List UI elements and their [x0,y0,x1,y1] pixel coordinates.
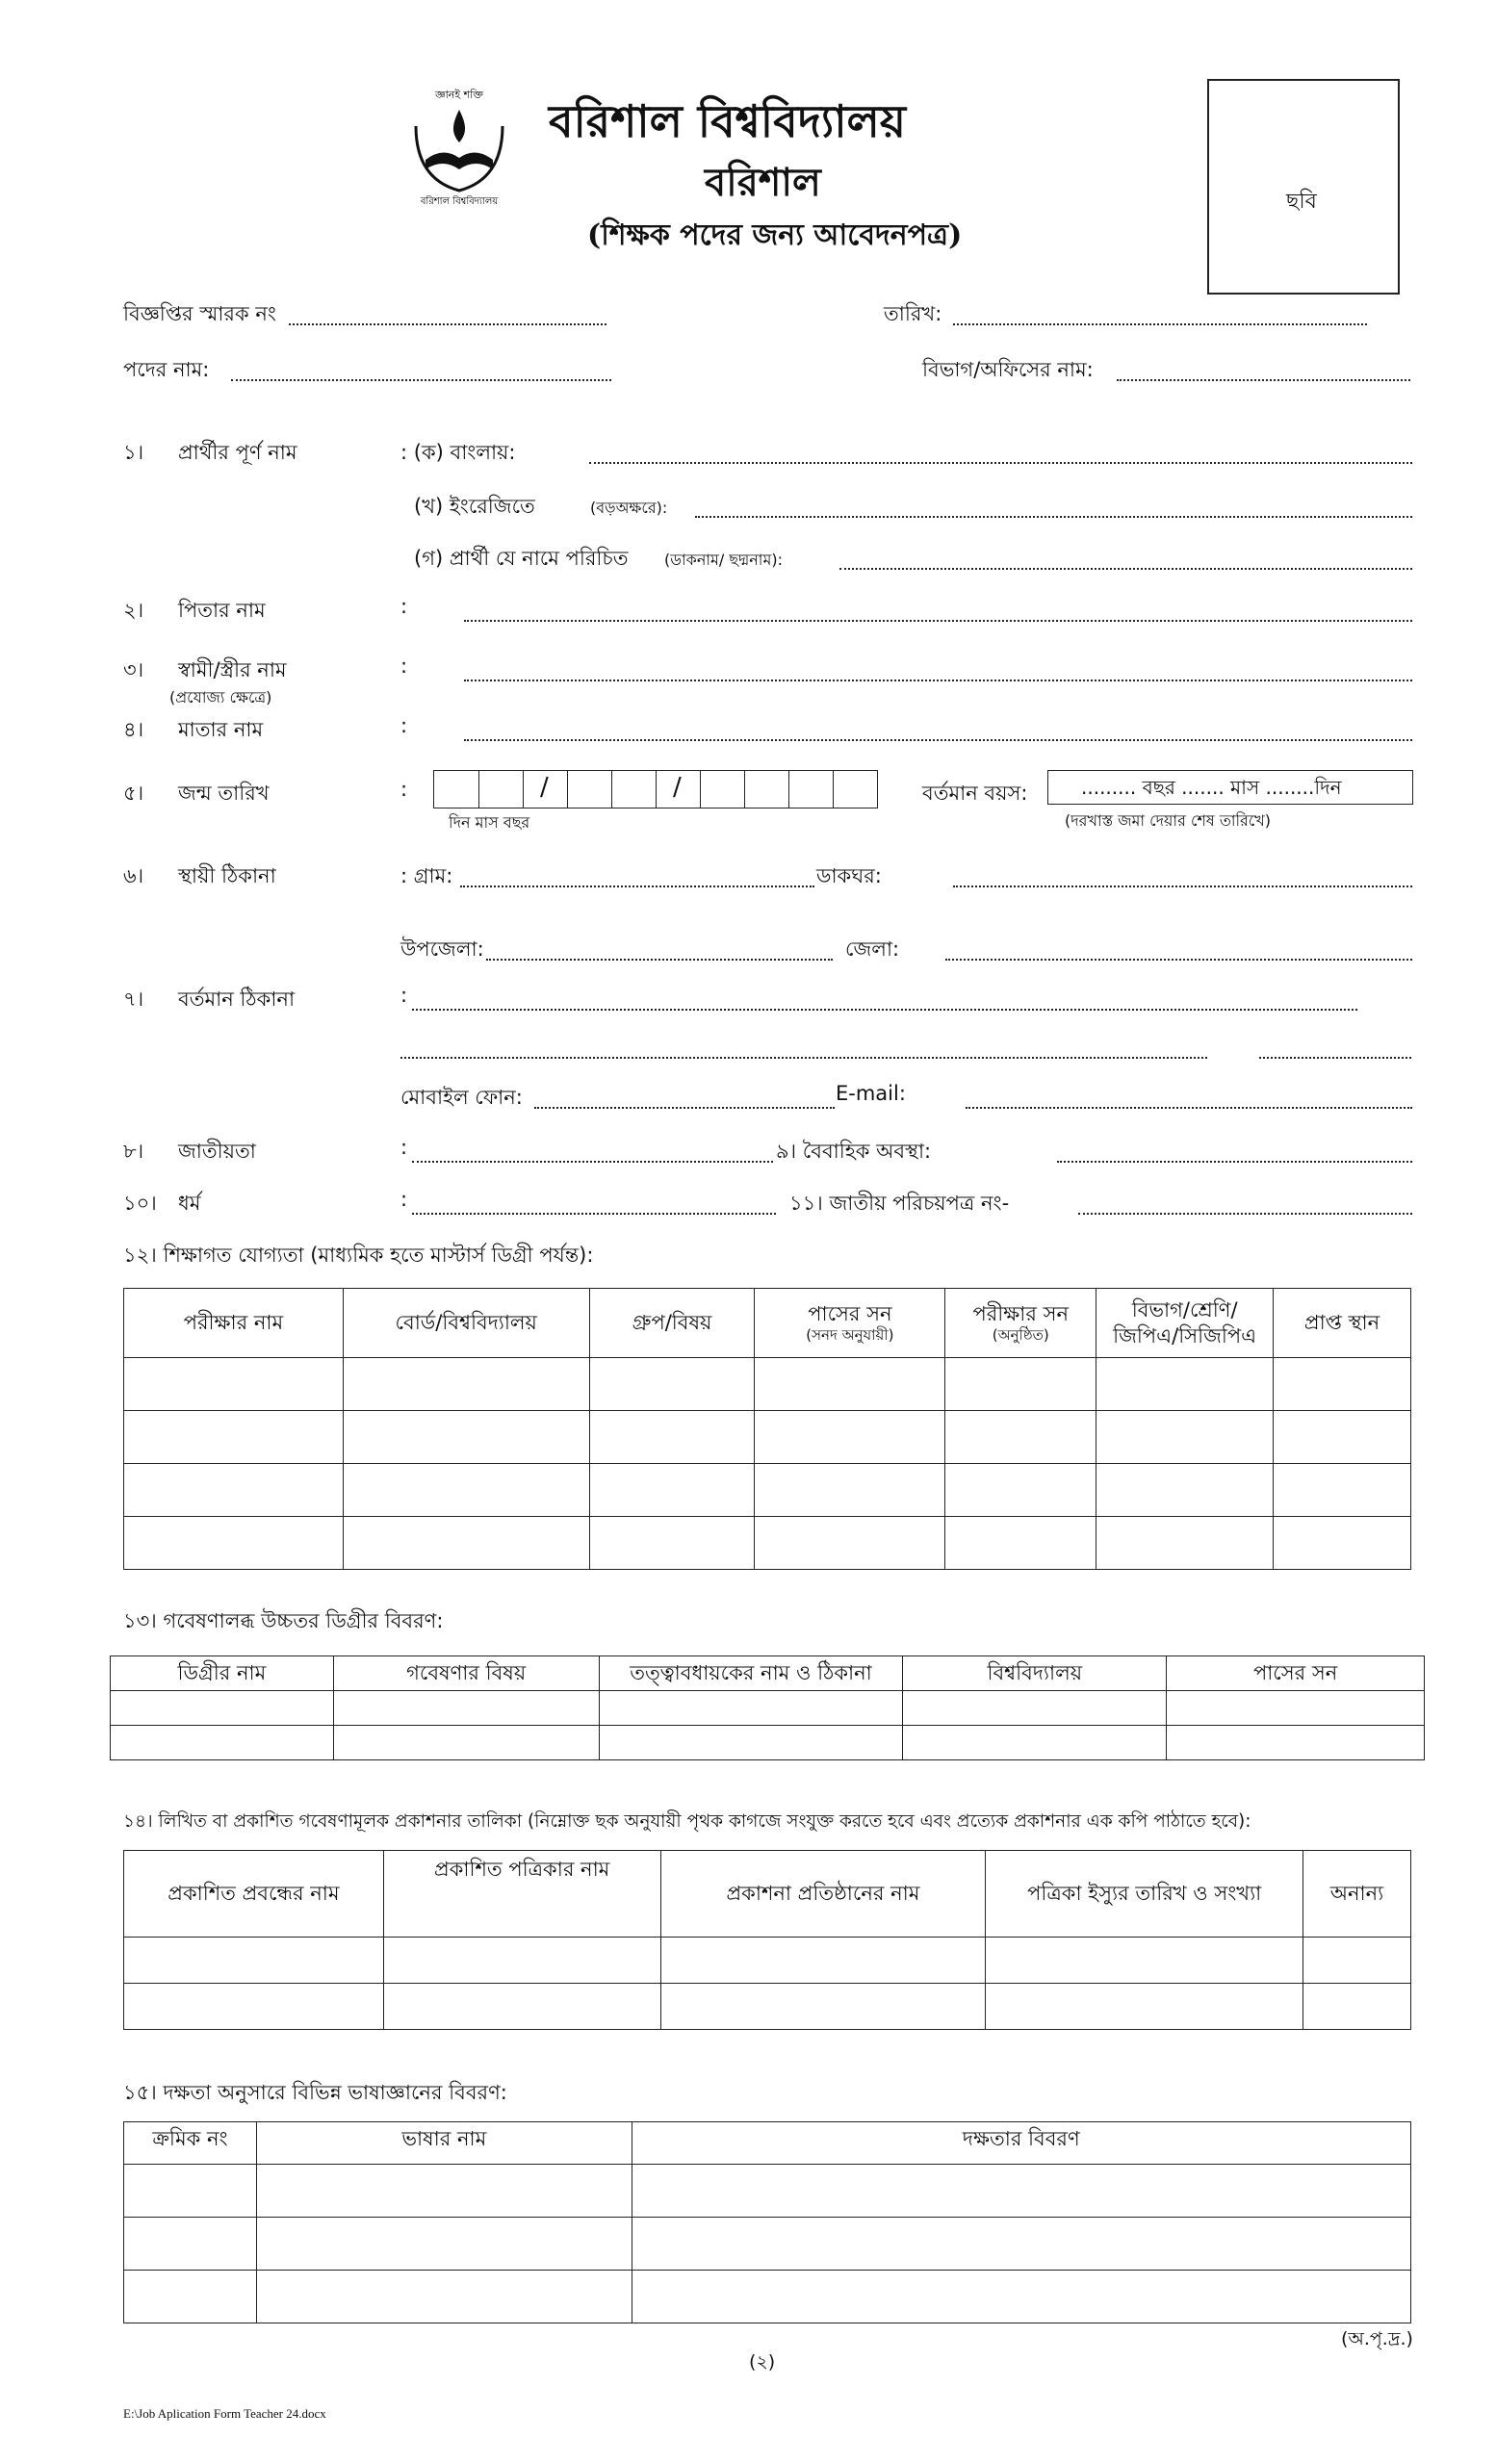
table-row[interactable] [111,1726,1425,1760]
f1-english-note: (বড়অক্ষরে): [590,499,668,517]
table-row[interactable] [124,1517,1411,1570]
f1-bangla-label: : (ক) বাংলায়: [400,441,516,464]
dept-label: বিভাগ/অফিসের নাম: [922,358,1094,381]
f2-number: ২। [123,599,144,622]
name-bangla-field[interactable] [589,462,1412,464]
section-14-heading: ১৪। লিখিত বা প্রকাশিত গবেষণামূলক প্রকাশনার তালিকা (নিম্নোক্ত ছক অনুযায়ী পৃথক কাগজে সংযুক্ত করতে হবে এবং প্রত্যেক প্রকাশনার এক কপি পাঠাতে হবে): [123,1811,1251,1832]
language-table [123,2121,1411,2323]
table-row[interactable] [124,1411,1411,1464]
name-english-field[interactable] [695,516,1412,518]
spouse-name-field[interactable] [464,680,1412,681]
f11-label: ১১। জাতীয় পরিচয়পত্র নং- [789,1192,1010,1215]
village-label: : গ্রাম: [400,864,453,887]
f5-label: জন্ম তারিখ [178,782,270,805]
f3-colon: : [400,654,408,678]
nickname-field[interactable] [839,568,1412,570]
f5-number: ৫। [123,782,144,805]
mobile-field[interactable] [534,1107,835,1109]
f4-colon: : [400,714,408,737]
section-13-heading: ১৩। গবেষণালব্ধ উচ্চতর ডিগ্রীর বিবরণ: [123,1609,444,1632]
dob-slash-2: / [673,773,682,802]
education-header-row [124,1289,1411,1358]
photo-label: ছবি [1286,190,1317,214]
nationality-field[interactable] [412,1161,773,1163]
table-row[interactable] [124,1358,1411,1411]
publications-col-issue-date: পত্রিকা ইস্যুর তারিখ ও সংখ্যা [986,1851,1303,1938]
table-row[interactable] [124,2271,1411,2323]
file-path: E:\Job Aplication Form Teacher 24.docx [123,2406,326,2421]
email-label: E-mail: [836,1082,906,1105]
dob-hint: দিন মাস বছর [449,813,530,832]
table-row[interactable] [124,1464,1411,1517]
language-header-row [124,2122,1411,2165]
present-address-line2b[interactable] [1259,1057,1411,1059]
f4-label: মাতার নাম [178,718,264,741]
post-office-field[interactable] [953,886,1412,887]
university-name: বরিশাল বিশ্ববিদ্যালয় [549,95,906,147]
section-15-heading: ১৫। দক্ষতা অনুসারে বিভিন্ন ভাষাজ্ঞানের বিবরণ: [123,2081,507,2104]
f2-label: পিতার নাম [178,599,266,622]
f7-label: বর্তমান ঠিকানা [178,988,296,1011]
f7-number: ৭। [123,988,144,1011]
post-field[interactable] [231,379,611,381]
f1-english-label: (খ) ইংরেজিতে [414,495,535,518]
form-title: (শিক্ষক পদের জন্য আবেদনপত্র) [587,218,963,252]
f8-number: ৮। [123,1140,144,1163]
publications-col-article: প্রকাশিত প্রবন্ধের নাম [124,1851,384,1938]
language-col-name: ভাষার নাম [256,2122,632,2165]
research-col-supervisor: তত্ত্বাবধায়কের নাম ও ঠিকানা [599,1656,903,1691]
research-degree-table [110,1656,1425,1760]
f6-label: স্থায়ী ঠিকানা [178,864,276,887]
research-col-pass-year: পাসের সন [1167,1656,1425,1691]
education-col-exam-year: পরীক্ষার সন (অনুষ্ঠিত) [945,1289,1096,1358]
university-logo [397,83,522,208]
education-col-exam: পরীক্ষার নাম [124,1289,344,1358]
table-row[interactable] [111,1691,1425,1726]
table-row[interactable] [124,2218,1411,2271]
dob-boxes[interactable] [433,770,878,808]
education-col-group: গ্রুপ/বিষয় [589,1289,755,1358]
nid-field[interactable] [1078,1213,1412,1215]
f7-colon: : [400,984,408,1007]
father-name-field[interactable] [464,620,1412,622]
mother-name-field[interactable] [464,739,1412,741]
publications-table [123,1850,1411,2030]
table-row[interactable] [124,1984,1411,2030]
f8-colon: : [400,1136,408,1159]
publications-header-row [124,1851,1411,1938]
village-field[interactable] [460,886,814,887]
present-address-line1[interactable] [412,1009,1357,1011]
f2-colon: : [400,595,408,618]
age-note: (দরখাস্ত জমা দেয়ার শেষ তারিখে) [1065,811,1272,830]
upazila-label: উপজেলা: [400,937,484,961]
age-value: ......... বছর ....... মাস ........দিন [1081,776,1342,799]
date-label: তারিখ: [884,302,942,325]
publications-col-publisher: প্রকাশনা প্রতিষ্ঠানের নাম [660,1851,986,1938]
table-row[interactable] [124,2165,1411,2218]
research-col-topic: গবেষণার বিষয় [333,1656,599,1691]
research-col-university: বিশ্ববিদ্যালয় [903,1656,1167,1691]
marital-status-field[interactable] [1057,1161,1412,1163]
f10-colon: : [400,1188,408,1211]
f1-nickname-note: (ডাকনাম/ ছদ্মনাম): [664,551,783,569]
logo-bottom-text: বরিশাল বিশ্ববিদ্যালয় [420,196,499,207]
f3-label: স্বামী/স্ত্রীর নাম [178,658,287,681]
district-field[interactable] [945,959,1412,961]
publications-col-others: অনান্য [1303,1851,1411,1938]
publications-col-journal: প্রকাশিত পত্রিকার নাম [383,1851,660,1938]
f3-note: (প্রযোজ্য ক্ষেত্রে) [169,688,272,706]
f9-label: ৯। বৈবাহিক অবস্থা: [776,1140,932,1163]
f6-number: ৬। [123,864,144,887]
upazila-field[interactable] [486,959,833,961]
age-label: বর্তমান বয়স: [922,782,1028,805]
present-address-line2[interactable] [400,1057,1207,1059]
education-table [123,1288,1411,1570]
education-col-board: বোর্ড/বিশ্ববিদ্যালয় [343,1289,589,1358]
f5-colon: : [400,778,408,801]
dob-slash-1: / [540,773,549,802]
education-col-result: বিভাগ/শ্রেণি/ জিপিএ/সিজিপিএ [1096,1289,1274,1358]
education-col-pass-year: পাসের সন (সনদ অনুযায়ী) [755,1289,945,1358]
post-office-label: ডাকঘর: [816,864,882,887]
section-12-heading: ১২। শিক্ষাগত যোগ্যতা (মাধ্যমিক হতে মাস্টার্স ডিগ্রী পর্যন্ত): [123,1244,594,1267]
continued-note: (অ.পৃ.দ্র.) [1341,2328,1413,2349]
mobile-label: মোবাইল ফোন: [400,1086,523,1109]
f1-nickname-label: (গ) প্রার্থী যে নামে পরিচিত [414,547,629,570]
district-label: জেলা: [845,937,900,961]
email-field[interactable] [966,1107,1412,1109]
religion-field[interactable] [412,1213,776,1215]
logo-top-text: জ্ঞানই শক্তি [435,89,483,101]
post-label: পদের নাম: [123,358,210,381]
education-col-position: প্রাপ্ত স্থান [1274,1289,1411,1358]
f10-number: ১০। [123,1192,157,1215]
research-col-degree: ডিগ্রীর নাম [111,1656,334,1691]
memo-label: বিজ্ঞপ্তির স্মারক নং [123,302,276,325]
city-name: বরিশাল [705,160,821,205]
f1-number: ১। [123,441,144,464]
research-header-row [111,1656,1425,1691]
f10-label: ধর্ম [178,1192,201,1215]
dept-field[interactable] [1117,379,1410,381]
age-box[interactable] [1047,770,1413,805]
f4-number: ৪। [123,718,144,741]
f3-number: ৩। [123,658,144,681]
f8-label: জাতীয়তা [178,1140,256,1163]
table-row[interactable] [124,1938,1411,1984]
language-col-serial: ক্রমিক নং [124,2122,257,2165]
page-number: (২) [749,2351,776,2373]
memo-field[interactable] [289,323,606,325]
language-col-proficiency: দক্ষতার বিবরণ [632,2122,1410,2165]
f1-label: প্রার্থীর পূর্ণ নাম [178,441,297,464]
date-field[interactable] [953,323,1367,325]
